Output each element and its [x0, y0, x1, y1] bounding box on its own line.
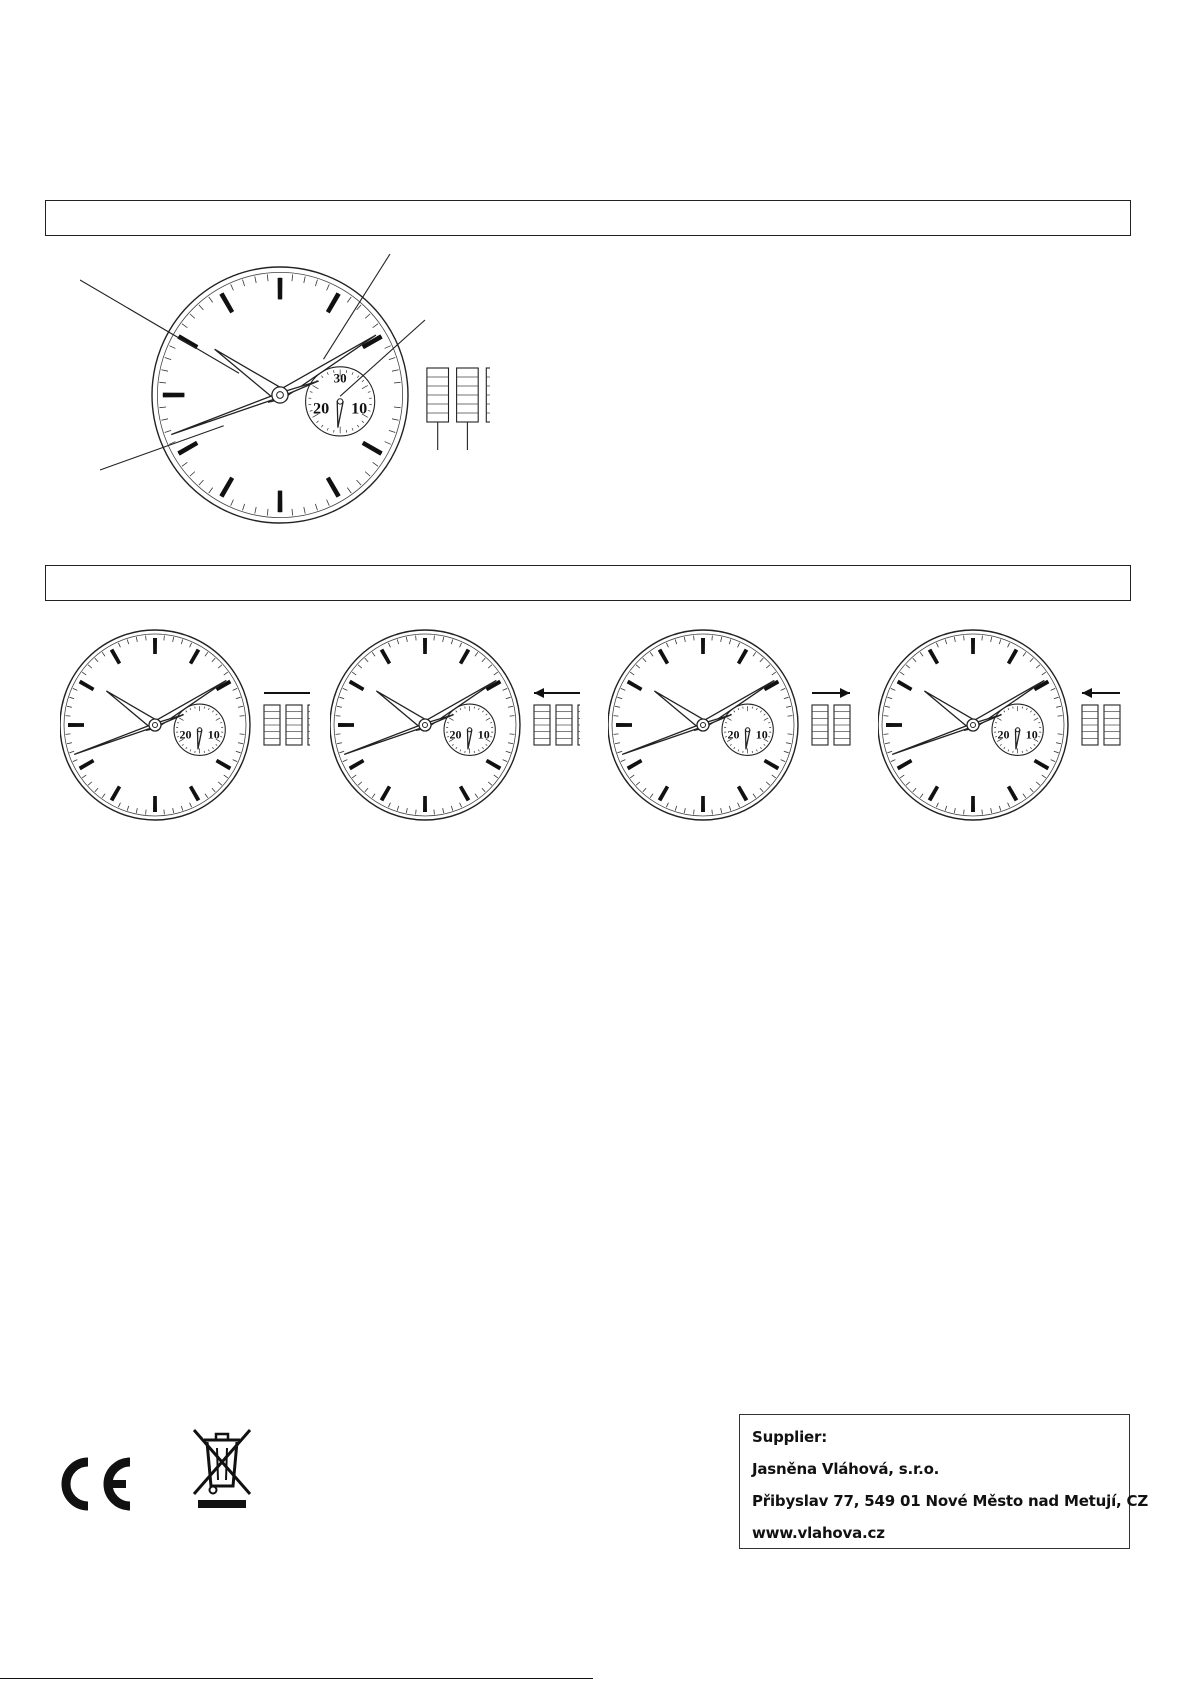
step-3-watch — [608, 625, 858, 825]
minute-tick — [964, 635, 965, 640]
crossed-bin-icon — [190, 1428, 254, 1512]
center-pin-inner — [971, 723, 976, 728]
step-1-watch — [60, 625, 310, 825]
minute-tick — [613, 716, 618, 717]
minute-tick — [65, 734, 70, 735]
minute-tick — [434, 810, 435, 815]
minute-tick — [434, 635, 435, 640]
minute-tick — [788, 734, 793, 735]
main-watch-diagram — [80, 250, 490, 540]
subdial-label-10: 10 — [755, 727, 768, 742]
section-box-1 — [45, 200, 1131, 236]
subdial-label-20: 20 — [997, 727, 1010, 742]
minute-tick — [1058, 716, 1063, 717]
minute-tick — [240, 734, 245, 735]
minute-tick — [510, 734, 515, 735]
arrow-left-icon — [1082, 688, 1092, 698]
subdial-label-20: 20 — [179, 727, 192, 742]
minute-tick — [788, 716, 793, 717]
subdial-label-20: 20 — [727, 727, 740, 742]
minute-tick — [65, 716, 70, 717]
step-2-watch — [330, 625, 580, 825]
minute-tick — [712, 635, 713, 640]
section-box-2 — [45, 565, 1131, 601]
footnote-rule — [0, 1678, 593, 1679]
minute-tick — [1058, 734, 1063, 735]
supplier-address: Přibyslav 77, 549 01 Nové Město nad Metují, CZ — [752, 1492, 1149, 1510]
subdial-pin — [1016, 728, 1020, 732]
minute-tick — [416, 810, 417, 815]
minute-tick — [982, 810, 983, 815]
supplier-website[interactable]: www.vlahova.cz — [752, 1524, 885, 1542]
subdial-pin — [198, 728, 202, 732]
minute-tick — [164, 635, 165, 640]
subdial-label-20: 20 — [449, 727, 462, 742]
center-pin-inner — [153, 723, 158, 728]
subdial-label-20: 20 — [313, 399, 330, 418]
minute-tick — [883, 716, 888, 717]
minute-tick — [982, 635, 983, 640]
minute-tick — [694, 635, 695, 640]
supplier-box — [739, 1414, 1149, 1549]
minute-tick — [613, 734, 618, 735]
minute-tick — [694, 810, 695, 815]
minute-tick — [510, 716, 515, 717]
center-pin-inner — [423, 723, 428, 728]
minute-tick — [964, 810, 965, 815]
step-4-watch — [878, 625, 1128, 825]
supplier-company: Jasněna Vláhová, s.r.o. — [752, 1460, 940, 1478]
subdial-label-10: 10 — [1025, 727, 1038, 742]
subdial-pin — [337, 399, 342, 404]
minute-tick — [240, 716, 245, 717]
subdial-pin — [746, 728, 750, 732]
subdial-pin — [468, 728, 472, 732]
minute-tick — [146, 810, 147, 815]
arrow-left-icon — [534, 688, 544, 698]
arrow-right-icon — [840, 688, 850, 698]
center-pin-inner — [701, 723, 706, 728]
minute-tick — [146, 635, 147, 640]
minute-tick — [712, 810, 713, 815]
minute-tick — [883, 734, 888, 735]
minute-tick — [164, 810, 165, 815]
subdial-label-10: 10 — [477, 727, 490, 742]
ce-mark-icon — [54, 1456, 136, 1512]
subdial-label-10: 10 — [351, 399, 368, 418]
minute-tick — [335, 716, 340, 717]
subdial-label-10: 10 — [207, 727, 220, 742]
supplier-heading: Supplier: — [752, 1428, 828, 1446]
minute-tick — [335, 734, 340, 735]
minute-tick — [416, 635, 417, 640]
center-pin-inner — [277, 392, 284, 399]
subdial-label-30: 30 — [333, 370, 347, 386]
